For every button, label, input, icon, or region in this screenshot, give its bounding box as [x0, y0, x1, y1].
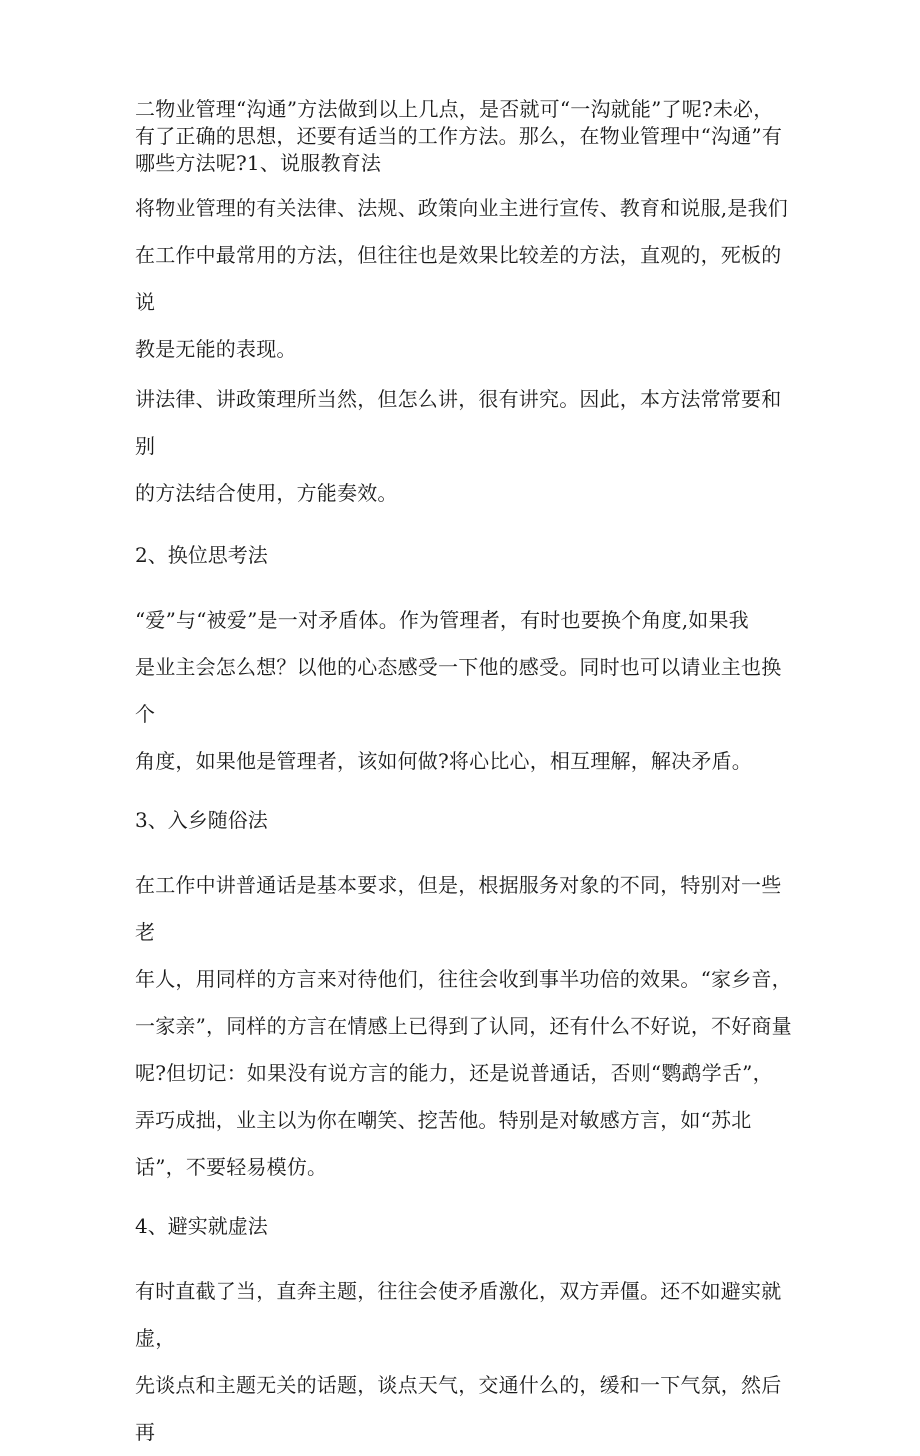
section-heading-2: 2、换位思考法 [135, 543, 268, 567]
paragraph-empathy [135, 597, 795, 785]
text-line: 一家亲”，同样的方言在情感上已得到了认同，还有什么不好说，不好商量 [135, 1014, 792, 1038]
text-line: 有时直截了当，直奔主题，往往会使矛盾激化，双方弄僵。还不如避实就虚， [135, 1279, 782, 1350]
text-line: 将物业管理的有关法律、法规、政策向业主进行宣传、教育和说服,是我们 [135, 196, 788, 220]
text-line: 先谈点和主题无关的话题，谈点天气，交通什么的，缓和一下气氛，然后再 [135, 1373, 782, 1444]
text-line: 教是无能的表现。 [135, 337, 297, 361]
text-line: 在工作中讲普通话是基本要求，但是，根据服务对象的不同，特别对一些老 [135, 873, 782, 944]
text-line: 年人，用同样的方言来对待他们，往往会收到事半功倍的效果。“家乡音， [135, 967, 792, 991]
text-line: 话”，不要轻易模仿。 [135, 1155, 328, 1179]
text-line: “爱”与“被爱”是一对矛盾体。作为管理者，有时也要换个角度,如果我 [135, 608, 749, 632]
text-line: 角度，如果他是管理者，该如何做?将心比心，相互理解，解决矛盾。 [135, 749, 752, 773]
text-line: 的方法结合使用，方能奏效。 [135, 481, 398, 505]
paragraph-persuasion [135, 185, 795, 373]
text-line: 在工作中最常用的方法，但往往也是效果比较差的方法，直观的，死板的说 [135, 243, 782, 314]
paragraph-dialect [135, 862, 795, 1191]
text-line: 讲法律、讲政策理所当然，但怎么讲，很有讲究。因此，本方法常常要和别 [135, 387, 782, 458]
text-line: 有了正确的思想，还要有适当的工作方法。那么，在物业管理中“沟通”有 [135, 124, 783, 148]
paragraph-law-policy [135, 376, 795, 517]
intro-paragraph [135, 96, 795, 177]
section-heading-4: 4、避实就虚法 [135, 1214, 268, 1238]
text-line: 是业主会怎么想？以他的心态感受一下他的感受。同时也可以请业主也换个 [135, 655, 782, 726]
section-heading-3: 3、入乡随俗法 [135, 808, 268, 832]
text-line: 哪些方法呢?1、说服教育法 [135, 151, 382, 175]
text-line: 弄巧成拙，业主以为你在嘲笑、挖苦他。特别是对敏感方言，如“苏北 [135, 1108, 752, 1132]
document-page [135, 96, 795, 1456]
text-line: 呢?但切记：如果没有说方言的能力，还是说普通话，否则“鹦鹉学舌”， [135, 1061, 773, 1085]
paragraph-avoid-direct [135, 1268, 795, 1456]
text-line: 二物业管理“沟通”方法做到以上几点，是否就可“一沟就能”了呢?未必， [135, 97, 774, 121]
